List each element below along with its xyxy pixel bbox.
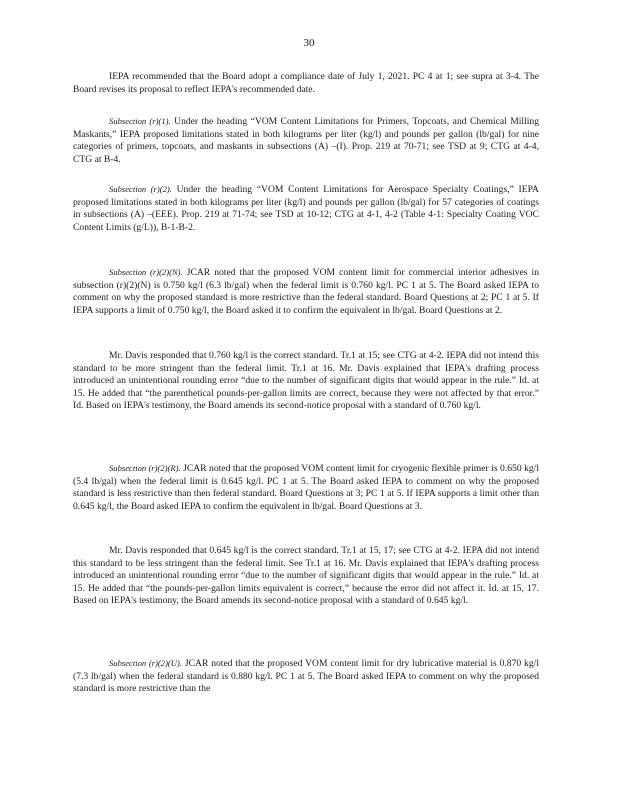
paragraph-text: Mr. Davis responded that 0.760 kg/l is the correct standard. Tr.1 at 15; see CTG at 4-2. IEPA did not intend this standard to be more stringent than the federal limit. Tr.1 at 16. Mr. Davis explained that IEPA's drafting process introduced an unintentional rounding error “due to the number of significant digits that would appear in the rule.” Id. at 15. He added that “the parenthetical pounds-per-gallon limits are correct, because they were not affected by that error.” Id. Based on IEPA's testimony, the Board amends its second-notice proposal with a standard of 0.760 kg/l.	[73, 350, 539, 412]
paragraph-text: JCAR noted that the proposed VOM content limit for dry lubricative material is 0.870 kg/l (7.3 lb/gal) when the federal standard is 0.880 kg/l. PC 1 at 5. The Board asked IEPA to comment on why the proposed standard is more restrictive than the	[73, 658, 539, 695]
subsection-heading: Subsection (r)(2)(N).	[109, 267, 183, 277]
paragraph-subsection-r2u	[73, 657, 539, 696]
paragraph-subsection-r2	[73, 183, 539, 234]
paragraph-subsection-r1	[73, 115, 539, 166]
paragraph-davis-response-2	[73, 545, 539, 608]
paragraph-subsection-r2r	[73, 462, 539, 513]
subsection-heading: Subsection (r)(2)(R).	[109, 463, 181, 473]
paragraph-text: Under the heading “VOM Content Limitations for Aerospace Specialty Coatings,” IEPA proposed limitations stated in both kilograms per liter (kg/l) and pounds per gallon (lb/gal) for 57 categories of coatings in subsections (A) –(EEE). Prop. 219 at 71-74; see TSD at 10-12; CTG at 4-1, 4-2 (Table 4-1: Specialty Coating VOC Content Limits (g/L)), B-1-B-2.	[73, 184, 539, 233]
paragraph-text: JCAR noted that the proposed VOM content limit for commercial interior adhesives in subsection (r)(2)(N) is 0.750 kg/l (6.3 lb/gal) when the federal limit is 0.760 kg/l. PC 1 at 5. The Board asked IEPA to comment on why the proposed standard is more restrictive than the federal standard. Board Questions at 2; PC 1 at 5. If IEPA supports a limit of 0.750 kg/l, the Board asked it to confirm the equivalent in lb/gal. Board Questions at 2.	[73, 267, 539, 316]
paragraph-compliance-date	[73, 71, 539, 96]
paragraph-davis-response-1	[73, 350, 539, 413]
page-number: 30	[303, 37, 315, 49]
subsection-heading: Subsection (r)(2).	[109, 184, 172, 194]
paragraph-text: IEPA recommended that the Board adopt a compliance date of July 1, 2021. PC 4 at 1; see supra at 3-4. The Board revises its proposal to reflect IEPA's recommended date.	[73, 71, 539, 95]
subsection-heading: Subsection (r)(1).	[109, 116, 171, 126]
paragraph-subsection-r2n	[73, 266, 539, 317]
paragraph-text: JCAR noted that the proposed VOM content limit for cryogenic flexible primer is 0.650 kg/l (5.4 lb/gal) when the federal limit is 0.645 kg/l. PC 1 at 5. The Board asked IEPA to comment on why the proposed standard is less restrictive than then federal standard. Board Questions at 3; PC 1 at 5. If IEPA supports a limit other than 0.645 kg/l, the Board asked IEPA to confirm the equivalent in lb/gal. Board Questions at 3.	[73, 463, 539, 512]
subsection-heading: Subsection (r)(2)(U).	[109, 658, 183, 668]
paragraph-text: Mr. Davis responded that 0.645 kg/l is the correct standard. Tr.1 at 15, 17; see CTG at 4-2. IEPA did not intend this standard to be less stringent than the federal limit. See Tr.1 at 16. Mr. Davis explained that IEPA's drafting process introduced an unintentional rounding error “due to the number of significant digits that would appear in the rule.” Id. at 15. He added that “the pounds-per-gallon limits equivalent is correct,” because the error did not affect it. Id. at 15, 17. Based on IEPA's testimony, the Board amends its second-notice proposal with a standard of 0.645 kg/l.	[73, 545, 539, 607]
paragraph-text: Under the heading “VOM Content Limitations for Primers, Topcoats, and Chemical Milling Maskants,” IEPA proposed limitations stated in both kilograms per liter (kg/l) and pounds per gallon (lb/gal) for nine categories of primers, topcoats, and maskants in subsections (A) –(I). Prop. 219 at 70-71; see TSD at 9; CTG at 4-4, CTG at B-4.	[73, 116, 539, 165]
